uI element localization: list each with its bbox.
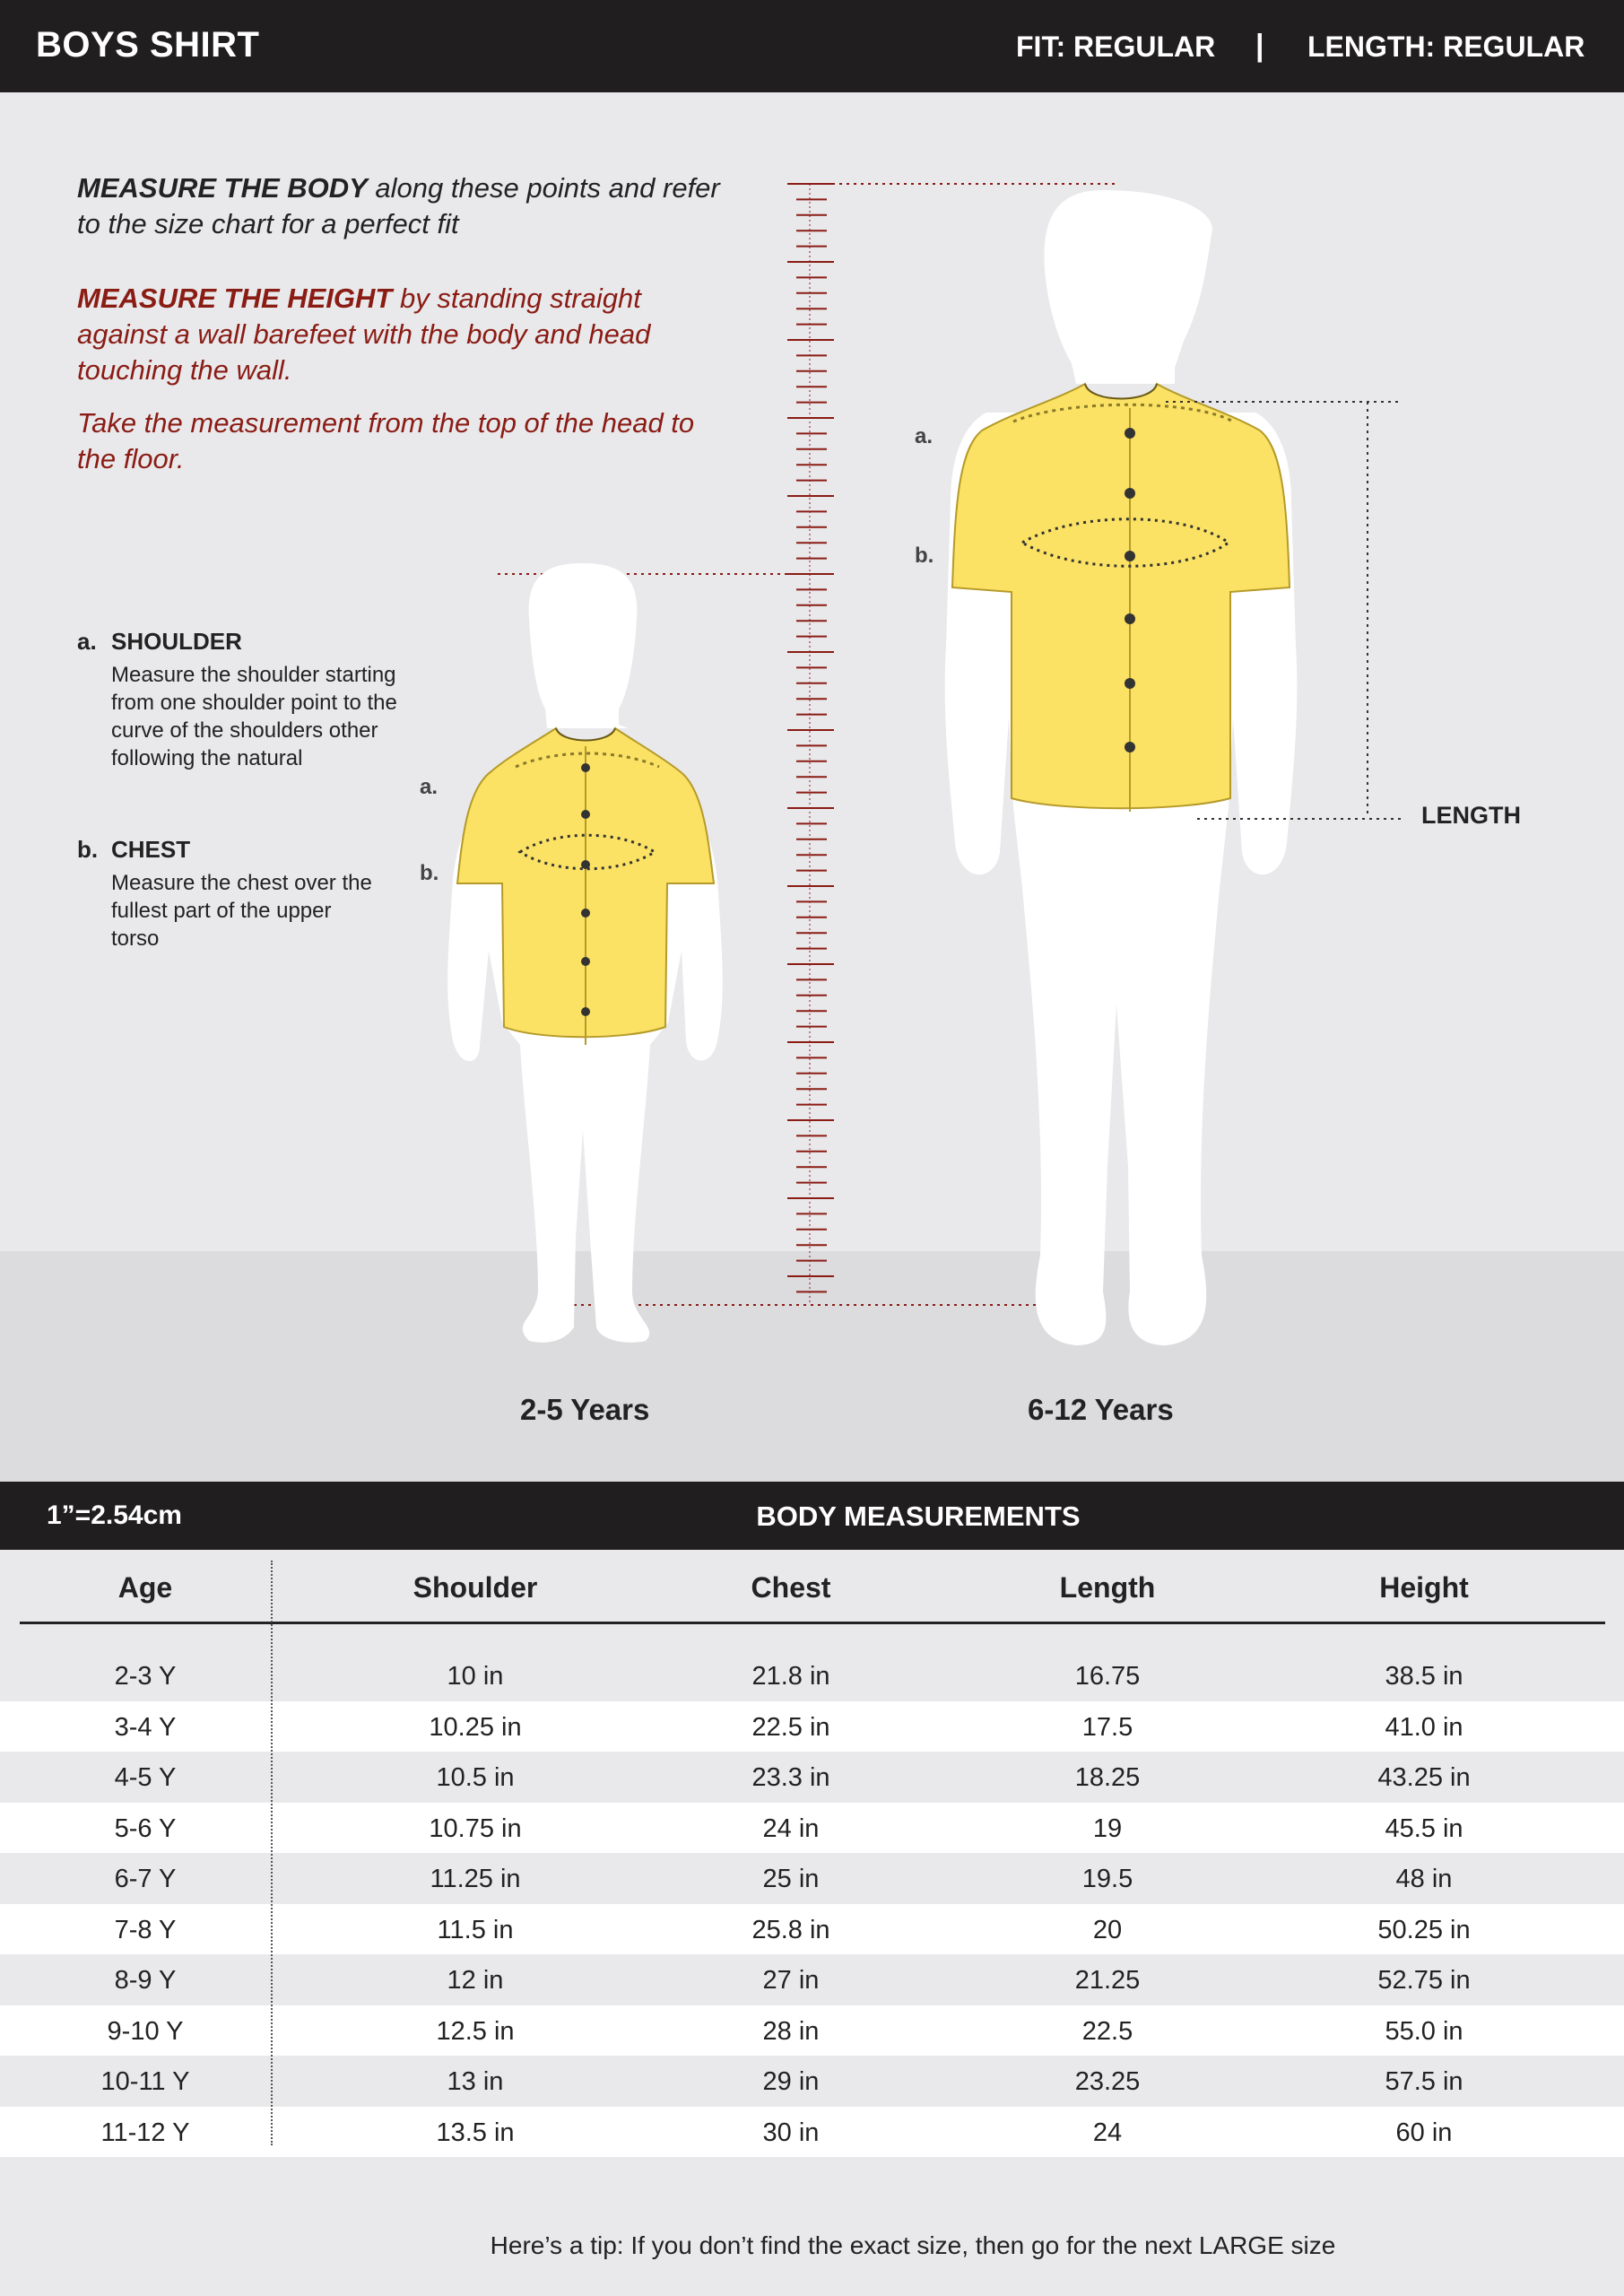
cell-shoulder: 11.25 in — [430, 1865, 521, 1893]
col-length: Length — [1059, 1571, 1156, 1604]
large-shoulder-label: a. — [915, 424, 934, 448]
shoulder-letter: a. — [77, 628, 97, 655]
cell-chest: 22.5 in — [751, 1712, 830, 1742]
header-rule — [20, 1622, 1605, 1624]
chest-definition — [77, 836, 373, 952]
cell-age: 5-6 Y — [114, 1813, 177, 1843]
fit-label: FIT: REGULAR — [1016, 30, 1216, 63]
table-row — [0, 1904, 1624, 1955]
cell-shoulder: 13.5 in — [436, 2118, 515, 2147]
cell-height: 52.75 in — [1377, 1966, 1471, 1995]
cell-shoulder: 13 in — [447, 2067, 504, 2096]
cell-shoulder: 10.75 in — [429, 1813, 522, 1843]
large-chest-label: b. — [915, 544, 934, 568]
shoulder-text: Measure the shoulder starting from one shoulder point to the curve of the shoulders other following the natural — [111, 663, 397, 770]
measure-body-text: along these points and refer to the size chart for a perfect fit — [77, 172, 720, 239]
unit-note: 1”=2.54cm — [47, 1500, 182, 1530]
cell-age: 7-8 Y — [114, 1915, 177, 1944]
take-measurement-instruction: Take the measurement from the top of the head to the floor. — [77, 407, 695, 474]
size-tip: Here’s a tip: If you don’t find the exact size, then go for the next LARGE size — [490, 2231, 1336, 2259]
cell-height: 55.0 in — [1385, 2016, 1463, 2046]
cell-age: 8-9 Y — [114, 1966, 177, 1995]
measurements-bar — [0, 1482, 1624, 1550]
shoulder-definition — [77, 628, 418, 772]
cell-age: 3-4 Y — [114, 1712, 177, 1742]
cell-chest: 27 in — [762, 1966, 820, 1995]
table-row — [0, 1853, 1624, 1904]
cell-shoulder: 10 in — [447, 1662, 504, 1691]
cell-chest: 23.3 in — [751, 1763, 830, 1792]
large-age-caption: 6-12 Years — [1028, 1393, 1174, 1426]
measure-height-text: by standing straight against a wall barefeet with the body and head touching the wall. — [77, 283, 651, 386]
col-shoulder: Shoulder — [413, 1571, 538, 1604]
cell-length: 17.5 — [1081, 1712, 1133, 1742]
page-title: BOYS SHIRT — [36, 25, 260, 65]
table-row — [0, 1650, 1624, 1701]
col-age: Age — [117, 1571, 173, 1604]
cell-age: 2-3 Y — [114, 1662, 177, 1691]
cell-length: 21.25 — [1074, 1966, 1141, 1995]
cell-length: 20 — [1092, 1915, 1123, 1944]
cell-height: 45.5 in — [1385, 1813, 1463, 1843]
cell-chest: 24 in — [762, 1813, 820, 1843]
cell-age: 10-11 Y — [100, 2067, 190, 2096]
col-height: Height — [1379, 1571, 1469, 1604]
cell-length: 16.75 — [1074, 1662, 1141, 1691]
chest-title: CHEST — [111, 836, 191, 863]
size-table — [0, 1550, 1624, 2147]
header-separator: | — [1255, 29, 1264, 63]
chest-letter: b. — [77, 836, 99, 863]
cell-shoulder: 12.5 in — [436, 2016, 515, 2046]
cell-height: 57.5 in — [1385, 2067, 1463, 2096]
table-row — [0, 1752, 1624, 1803]
table-row — [0, 2107, 1624, 2158]
table-body — [0, 1650, 1624, 2157]
table-row — [0, 1701, 1624, 1752]
floor-area — [0, 1251, 1624, 1482]
cell-age: 11-12 Y — [100, 2118, 190, 2147]
cell-shoulder: 10.5 in — [436, 1763, 515, 1792]
table-row — [0, 2005, 1624, 2057]
table-header — [0, 1550, 1624, 1623]
table-row — [0, 1803, 1624, 1854]
cell-shoulder: 12 in — [447, 1966, 504, 1995]
cell-shoulder: 11.5 in — [437, 1915, 514, 1944]
cell-height: 60 in — [1395, 2118, 1453, 2147]
measurements-title: BODY MEASUREMENTS — [756, 1500, 1081, 1532]
cell-shoulder: 10.25 in — [429, 1712, 522, 1742]
cell-age: 4-5 Y — [114, 1763, 177, 1792]
small-shoulder-label: a. — [420, 775, 439, 799]
cell-height: 43.25 in — [1377, 1763, 1471, 1792]
cell-length: 24 — [1092, 2118, 1123, 2147]
age-column-divider — [271, 1561, 273, 2145]
cell-age: 9-10 Y — [107, 2016, 184, 2046]
small-chest-label: b. — [420, 861, 439, 885]
cell-height: 41.0 in — [1385, 1712, 1463, 1742]
cell-length: 18.25 — [1074, 1763, 1141, 1792]
length-label-figure: LENGTH — [1421, 802, 1521, 829]
cell-chest: 21.8 in — [751, 1662, 830, 1691]
cell-chest: 30 in — [762, 2118, 820, 2147]
measure-body-instruction — [77, 170, 723, 242]
cell-age: 6-7 Y — [114, 1865, 177, 1893]
cell-chest: 28 in — [762, 2016, 820, 2046]
measure-height-bold: MEASURE THE HEIGHT — [77, 283, 393, 314]
cell-chest: 25 in — [762, 1865, 820, 1893]
cell-length: 23.25 — [1074, 2067, 1141, 2096]
cell-length: 19 — [1092, 1813, 1123, 1843]
small-age-caption: 2-5 Years — [520, 1393, 650, 1426]
cell-height: 48 in — [1395, 1865, 1453, 1893]
table-row — [0, 1954, 1624, 2005]
cell-height: 50.25 in — [1377, 1915, 1471, 1944]
cell-length: 19.5 — [1081, 1865, 1133, 1893]
table-row — [0, 2056, 1624, 2107]
cell-chest: 29 in — [762, 2067, 820, 2096]
cell-chest: 25.8 in — [751, 1915, 830, 1944]
measure-body-bold: MEASURE THE BODY — [77, 172, 368, 204]
length-label: LENGTH: REGULAR — [1307, 30, 1585, 63]
measure-height-instruction — [77, 281, 705, 388]
col-chest: Chest — [751, 1571, 831, 1604]
cell-length: 22.5 — [1081, 2016, 1133, 2046]
shoulder-title: SHOULDER — [111, 628, 242, 655]
cell-height: 38.5 in — [1385, 1662, 1463, 1691]
chest-text: Measure the chest over the fullest part of the upper torso — [111, 871, 372, 951]
